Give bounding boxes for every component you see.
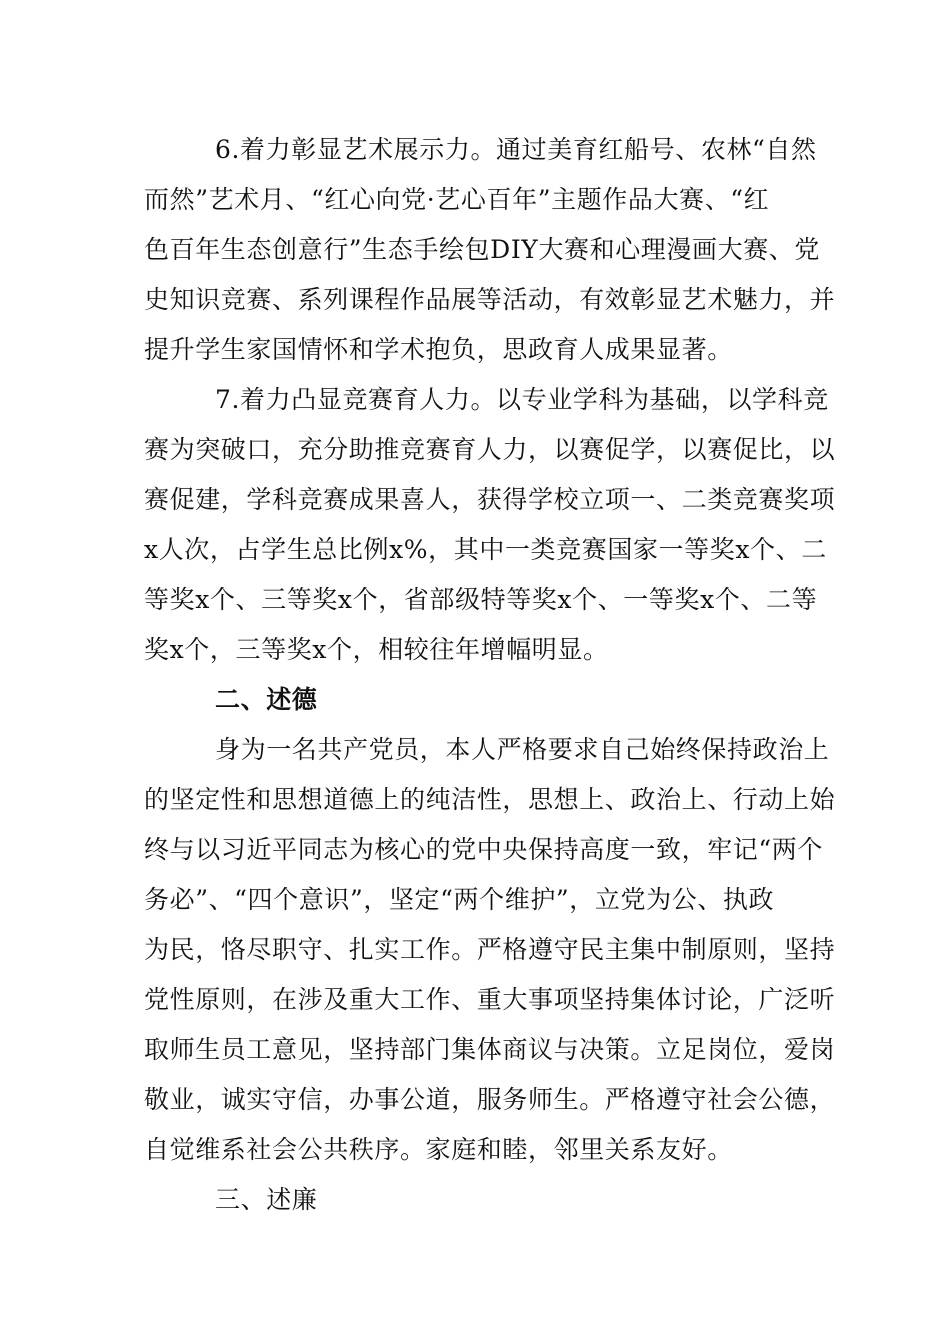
paragraph-7-line: 等奖x个、三等奖x个，省部级特等奖x个、一等奖x个、二等 xyxy=(144,585,818,614)
paragraph-7-line: 赛促建，学科竞赛成果喜人，获得学校立项一、二类竞赛奖项 xyxy=(144,485,836,514)
shude-paragraph-line: 务必”、“四个意识”，坚定“两个维护”，立党为公、执政 xyxy=(144,885,775,914)
shude-paragraph-line: 的坚定性和思想道德上的纯洁性，思想上、政治上、行动上始 xyxy=(144,785,836,814)
shude-paragraph-line: 敬业，诚实守信，办事公道，服务师生。严格遵守社会公德， xyxy=(144,1085,836,1114)
paragraph-6-line: 6.着力彰显艺术展示力。通过美育红船号、农林“自然 xyxy=(215,135,817,164)
paragraph-6-line: 而然”艺术月、“红心向党·艺心百年”主题作品大赛、“红 xyxy=(144,185,770,214)
paragraph-7-line: 赛为突破口，充分助推竞赛育人力，以赛促学，以赛促比，以 xyxy=(144,435,836,464)
paragraph-7-line: x人次，占学生总比例x%，其中一类竞赛国家一等奖x个、二 xyxy=(144,535,827,564)
paragraph-6-line: 提升学生家国情怀和学术抱负，思政育人成果显著。 xyxy=(144,335,733,364)
paragraph-7-line: 奖x个，三等奖x个，相较往年增幅明显。 xyxy=(144,635,609,664)
section-heading-shulian: 三、述廉 xyxy=(215,1185,318,1214)
paragraph-7-line: 7.着力凸显竞赛育人力。以专业学科为基础，以学科竞 xyxy=(215,385,829,414)
paragraph-6-line: 色百年生态创意行”生态手绘包DIY大赛和心理漫画大赛、党 xyxy=(144,235,821,264)
shude-paragraph-line: 取师生员工意见，坚持部门集体商议与决策。立足岗位，爱岗 xyxy=(144,1035,836,1064)
shude-paragraph-line: 自觉维系社会公共秩序。家庭和睦，邻里关系友好。 xyxy=(144,1135,733,1164)
paragraph-6-line: 史知识竞赛、系列课程作品展等活动，有效彰显艺术魅力，并 xyxy=(144,285,836,314)
shude-paragraph-line: 为民，恪尽职守、扎实工作。严格遵守民主集中制原则，坚持 xyxy=(144,935,836,964)
shude-paragraph-line: 终与以习近平同志为核心的党中央保持高度一致，牢记“两个 xyxy=(144,835,823,864)
shude-paragraph-line: 党性原则，在涉及重大工作、重大事项坚持集体讨论，广泛听 xyxy=(144,985,836,1014)
shude-paragraph-line: 身为一名共产党员，本人严格要求自己始终保持政治上 xyxy=(215,735,830,764)
section-heading-shude: 二、述德 xyxy=(215,685,318,714)
